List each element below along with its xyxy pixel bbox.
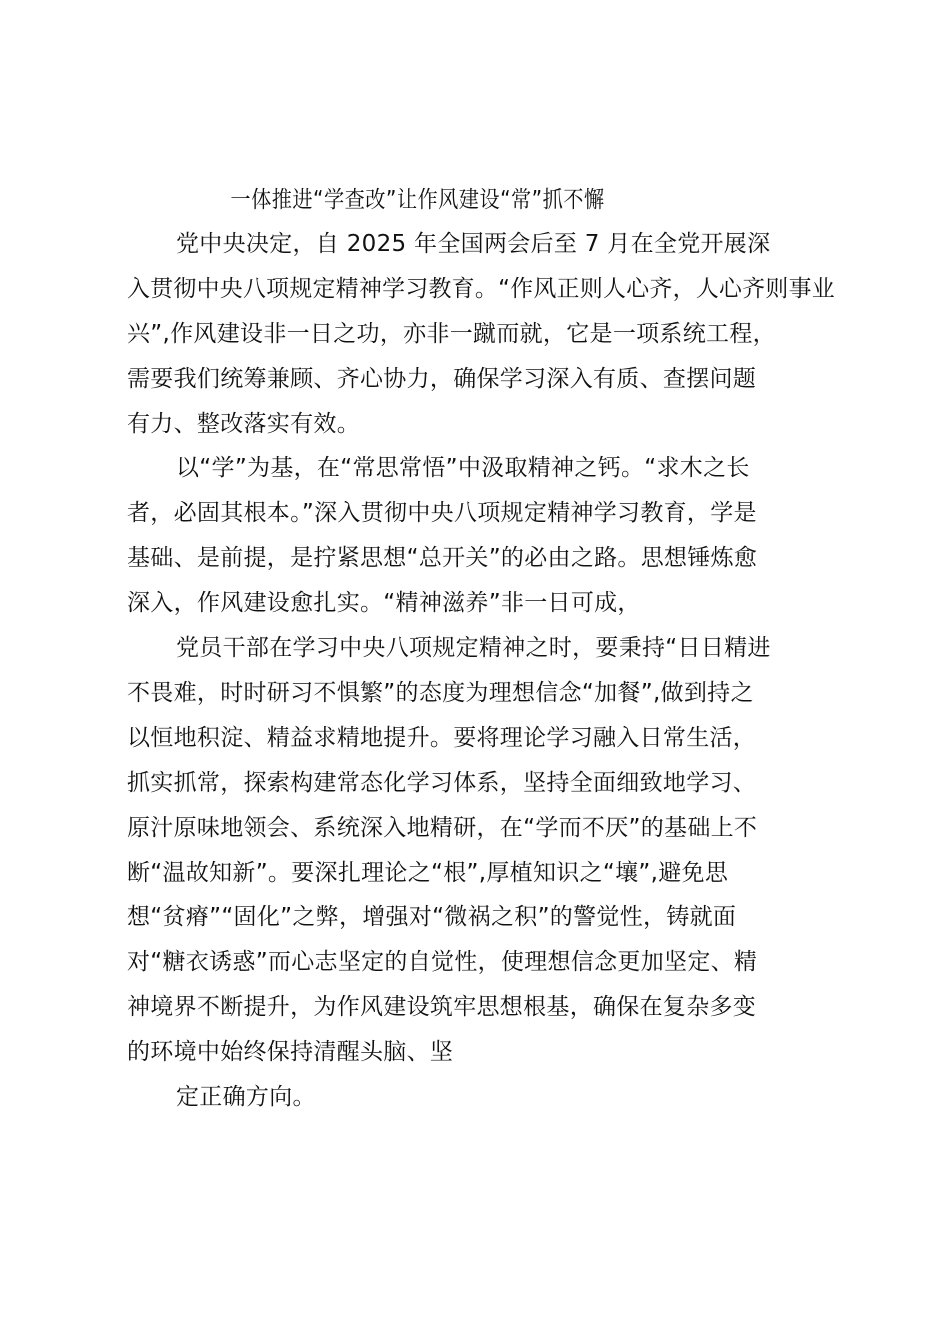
paragraph-2-line-1: 以“学”为基，在“常思常悟”中汲取精神之钙。“求木之长	[176, 455, 750, 481]
paragraph-3-line-5: 原汁原味地领会、系统深入地精研，在“学而不厌”的基础上不	[127, 815, 758, 841]
paragraph-3-line-10: 的环境中始终保持清醒头脑、坚	[127, 1039, 454, 1065]
paragraph-3-line-3: 以恒地积淀、精益求精地提升。要将理论学习融入日常生活，	[127, 725, 757, 751]
paragraph-3-line-9: 神境界不断提升，为作风建设筑牢思想根基，确保在复杂多变	[127, 994, 757, 1020]
paragraph-3-line-8: 对“糖衣诱惑”而心志坚定的自觉性，使理想信念更加坚定、精	[127, 949, 758, 975]
paragraph-3-line-2: 不畏难，时时研习不惧繁”的态度为理想信念“加餐”,做到持之	[127, 680, 754, 706]
paragraph-1-line-5: 有力、整改落实有效。	[127, 411, 360, 437]
paragraph-2-line-2: 者，必固其根本。”深入贯彻中央八项规定精神学习教育，学是	[127, 500, 757, 526]
paragraph-1-line-4: 需要我们统筹兼顾、齐心协力，确保学习深入有质、查摆问题	[127, 366, 757, 392]
paragraph-1-line-2: 入贯彻中央八项规定精神学习教育。“作风正则人心齐，人心齐则事业	[127, 276, 835, 302]
document-title: 一体推进“学查改”让作风建设“常”抓不懈	[230, 187, 605, 213]
paragraph-1-line-1: 党中央决定，自 2025 年全国两会后至 7 月在全党开展深	[176, 231, 771, 257]
paragraph-3-line-7: 想“贫瘠”“固化”之弊，增强对“微祸之积”的警觉性，铸就面	[127, 904, 737, 930]
paragraph-1-line-3: 兴”,作风建设非一日之功，亦非一蹴而就，它是一项系统工程，	[127, 321, 776, 347]
paragraph-2-line-3: 基础、是前提，是拧紧思想“总开关”的必由之路。思想锤炼愈	[127, 545, 758, 571]
paragraph-4-line-1: 定正确方向。	[176, 1084, 316, 1110]
paragraph-3-line-1: 党员干部在学习中央八项规定精神之时，要秉持“日日精进	[176, 635, 771, 661]
paragraph-3-line-6: 断“温故知新”。要深扎理论之“根”,厚植知识之“壤”,避免思	[127, 860, 729, 886]
paragraph-2-line-4: 深入，作风建设愈扎实。“精神滋养”非一日可成，	[127, 590, 641, 616]
paragraph-3-line-4: 抓实抓常，探索构建常态化学习体系，坚持全面细致地学习、	[127, 770, 757, 796]
